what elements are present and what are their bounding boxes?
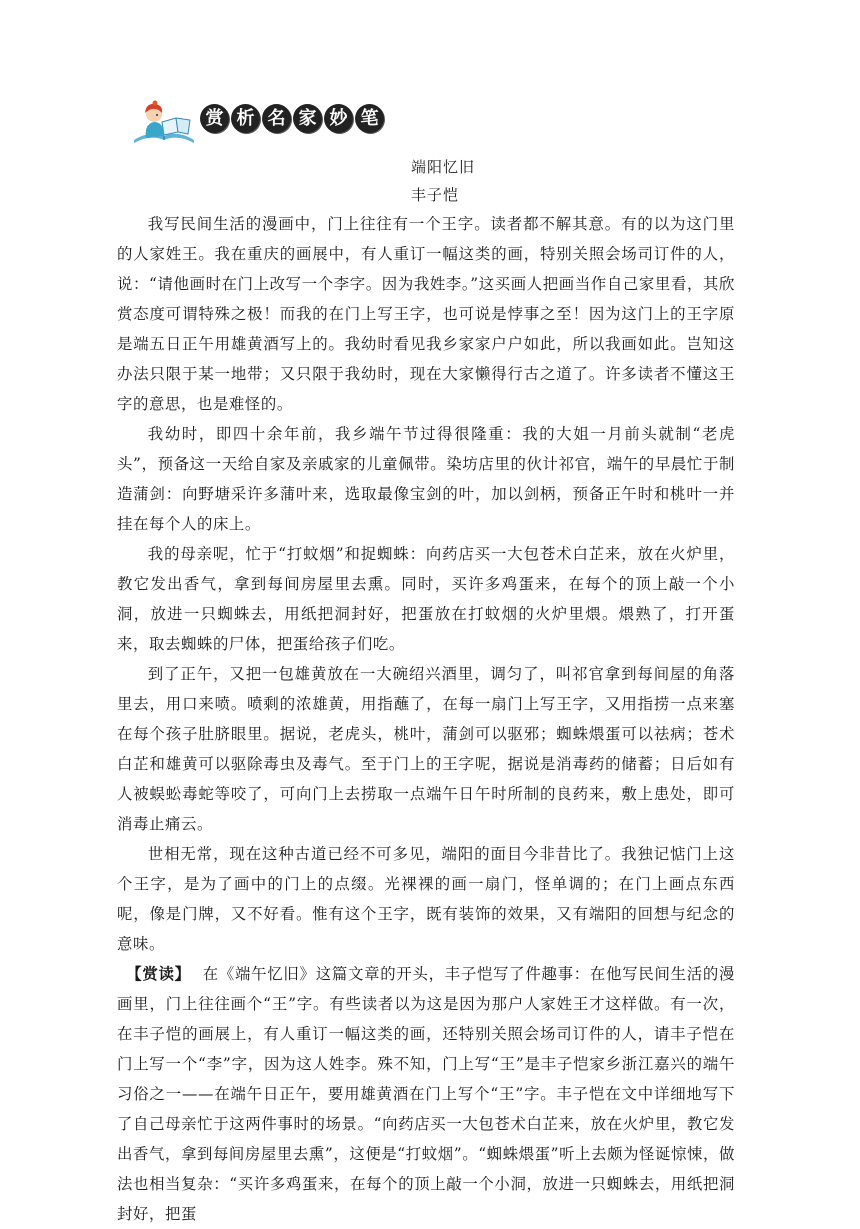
paragraph: 我的母亲呢，忙于“打蚊烟”和捉蜘蛛：向药店买一大包苍术白芷来，放在火炉里，教它发出香气，拿到每间房屋里去熏。同时，买许多鸡蛋来，在每个的顶上敲一个小洞，放进一只蜘蛛去，用纸把洞封好，把蛋放在打蚊烟的火炉里煨。煨熟了，打开蛋来，取去蜘蛛的尸体，把蛋给孩子们吃。 — [117, 545, 735, 653]
article-title: 端阳忆旧 — [410, 158, 475, 176]
paragraph: 世相无常，现在这种古道已经不可多见，端阳的面目今非昔比了。我独记惦门上这个王字，是为了画中的门上的点缀。光裸裸的画一扇门，怪单调的；在门上画点东西呢，像是门牌，又不好看。惟有这个王字，既有装饰的效果，又有端阳的回想与纪念的意味。 — [117, 845, 735, 953]
paragraph: 到了正午，又把一包雄黄放在一大碗绍兴酒里，调匀了，叫祁官拿到每间屋的角落里去，用口来喷。喷剩的浓雄黄，用指蘸了，在每一扇门上写王字，又用指捞一点来塞在每个孩子肚脐眼里。据说，老虎头，桃叶，蒲剑可以驱邪；蜘蛛煨蛋可以祛病；苍术白芷和雄黄可以驱除毒虫及毒气。至于门上的王字呢，据说是消毒药的储蓄；日后如有人被蜈蚣毒蛇等咬了，可向门上去捞取一点端午日午时所制的良药来，敷上患处，即可消毒止痛云。 — [117, 665, 735, 833]
appreciation-paragraph — [117, 959, 735, 1229]
banner-char: 析 — [231, 104, 260, 133]
banner-char: 赏 — [200, 104, 229, 133]
reading-child-icon — [128, 100, 198, 144]
banner-char: 家 — [293, 104, 322, 133]
paragraph: 我幼时，即四十余年前，我乡端午节过得很隆重：我的大姐一月前头就制“老虎头”，预备这一天给自家及亲戚家的儿童佩带。染坊店里的伙计祁官，端午的早晨忙于制造蒲剑：向野塘采许多蒲叶来，选取最像宝剑的叶，加以剑柄，预备正午时和桃叶一并挂在每个人的床上。 — [117, 425, 735, 533]
section-banner — [200, 104, 386, 133]
appreciation-text: 在《端午忆旧》这篇文章的开头，丰子恺写了件趣事：在他写民间生活的漫画里，门上往往画个“王”字。有些读者以为这是因为那户人家姓王才这样做。有一次，在丰子恺的画展上，有人重订一幅这类的画，还特别关照会场司订件的人，请丰子恺在门上写一个“李”字，因为这人姓李。殊不知，门上写“王”是丰子恺家乡浙江嘉兴的端午习俗之一——在端午日正午，要用雄黄酒在门上写个“王”字。丰子恺在文中详细地写下了自己母亲忙于这两件事时的场景。“向药店买一大包苍术白芷来，放在火炉里，教它发出香气，拿到每间房屋里去熏”，这便是“打蚊烟”。“蜘蛛煨蛋”听上去颇为怪诞惊悚，做法也相当复杂：“买许多鸡蛋来，在每个的顶上敲一个小洞，放进一只蜘蛛去，用纸把洞封好，把蛋 — [117, 965, 736, 1223]
banner-char: 名 — [262, 104, 291, 133]
article-author: 丰子恺 — [410, 186, 459, 204]
appreciation-label: 【赏读】 — [126, 965, 191, 983]
banner-char: 妙 — [324, 104, 353, 133]
article-body — [117, 209, 735, 1229]
paragraph: 我写民间生活的漫画中，门上往往有一个王字。读者都不解其意。有的以为这门里的人家姓王。我在重庆的画展中，有人重订一幅这类的画，特别关照会场司订件的人，说：“请他画时在门上改写一个李字。因为我姓李。”这买画人把画当作自己家里看，其欣赏态度可谓特殊之极！而我的在门上写王字，也可说是悖事之至！因为这门上的王字原是端五日正午用雄黄酒写上的。我幼时看见我乡家家户户如此，所以我画如此。岂知这办法只限于某一地带；又只限于我幼时，现在大家懒得行古之道了。许多读者不懂这王字的意思，也是难怪的。 — [117, 215, 735, 413]
banner-char: 笔 — [355, 104, 384, 133]
